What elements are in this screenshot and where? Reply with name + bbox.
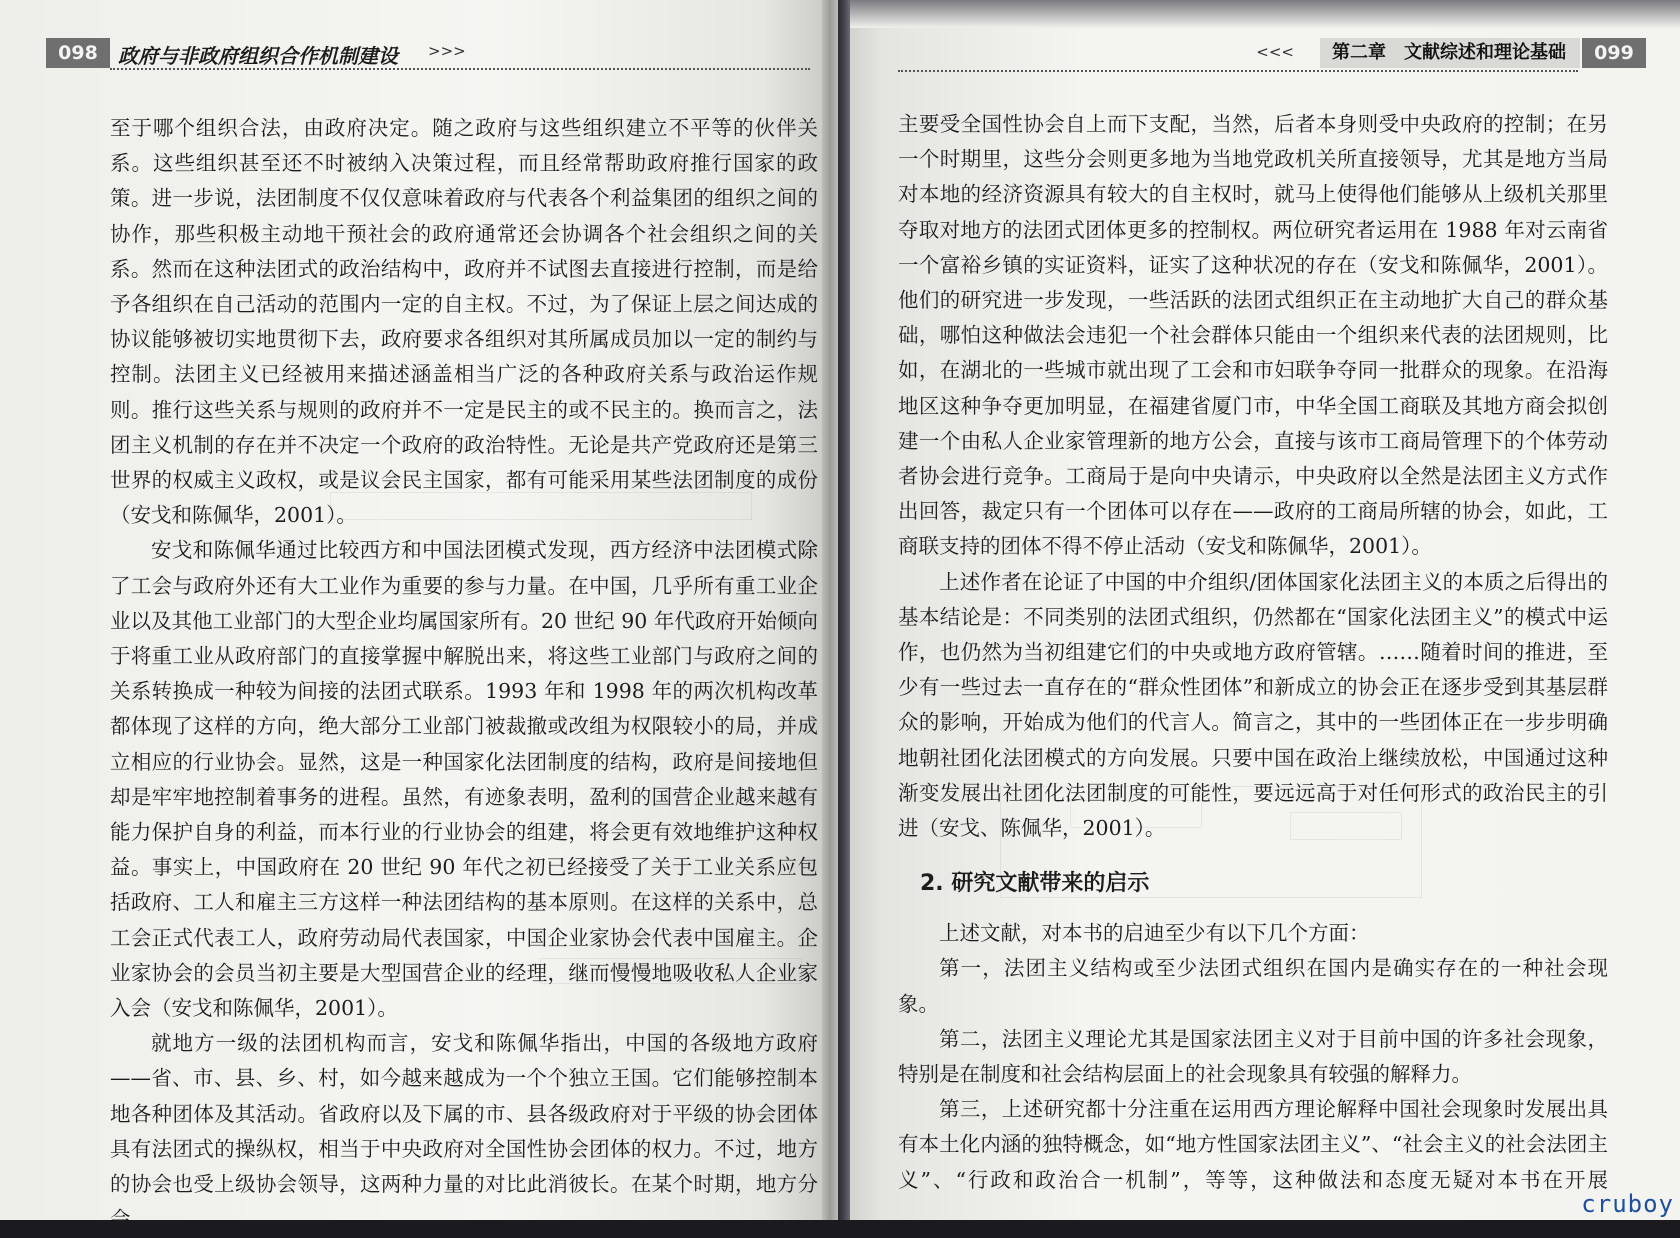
header-marker-right-arrows: >>> bbox=[428, 42, 466, 60]
header-marker-left-arrows: <<< bbox=[1256, 43, 1294, 61]
header-dotted-rule bbox=[898, 70, 1578, 72]
book-gutter bbox=[822, 0, 838, 1220]
scan-shadow-top bbox=[830, 0, 1680, 28]
right-paragraph-2: 上述作者在论证了中国的中介组织/团体国家化法团主义的本质之后得出的基本结论是：不同类别的法团式组织，仍然都在“国家化法团主义”的模式中运作，也仍然为当初组建它们的中央或地方政府管辖。……随着时间的推进，至少有一些过去一直存在的“群众性团体”和新成立的协会正在逐步受到其基层群众的影响，开始成为他们的代言人。简言之，其中的一些团体正在一步步明确地朝社团化法团模式的方向发展。只要中国在政治上继续放松，中国通过这种渐变发展出社团化法团制度的可能性，要远远高于对任何形式的政治民主的引进（安戈、陈佩华，2001）。 bbox=[898, 569, 1608, 841]
left-paragraph-1: 至于哪个组织合法，由政府决定。随之政府与这些组织建立不平等的伙伴关系。这些组织甚至还不时被纳入决策过程，而且经常帮助政府推行国家的政策。进一步说，法团制度不仅仅意味着政府与代表各个利益集团的组织之间的协作，那些积极主动地干预社会的政府通常还会协调各个社会组织之间的关系。然而在这种法团式的政治结构中，政府并不试图去直接进行控制，而是给予各组织在自己活动的范围内一定的自主权。不过，为了保证上层之间达成的协议能够被切实地贯彻下去，政府要求各组织对其所属成员加以一定的制约与控制。法团主义已经被用来描述涵盖相当广泛的各种政府关系与政治运作规则。推行这些关系与规则的政府并不一定是民主的或不民主的。换而言之，法团主义机制的存在并不决定一个政府的政治特性。无论是共产党政府还是第三世界的权威主义政权，或是议会民主国家，都有可能采用某些法团制度的成份（安戈和陈佩华，2001）。 bbox=[110, 116, 818, 528]
chapter-title: 第二章 文献综述和理论基础 bbox=[1320, 38, 1580, 68]
left-paragraph-2: 安戈和陈佩华通过比较西方和中国法团模式发现，西方经济中法团模式除了工会与政府外还有大工业作为重要的参与力量。在中国，几乎所有重工业企业以及其他工业部门的大型企业均属国家所有。20 世纪 90 年代政府开始倾向于将重工业从政府部门的直接掌握中解脱出来，将这些工业部门与政府之间的关系转换成一种较为间接的法团式联系。1993 年和 1998 年的两次机构改革都体现了这样的方向，绝大部分工业部门被裁撤或改组为权限较小的局，并成立相应的行业协会。显然，这是一种国家化法团制度的结构，政府是间接地但却是牢牢地控制着事务的进程。虽然，有迹象表明，盈利的国营企业越来越有能力保护自身的利益，而本行业的行业协会的组建，将会更有效地维护这种权益。事实上，中国政府在 20 世纪 90 年代之初已经接受了关于工业关系应包括政府、工人和雇主三方这样一种法团结构的基本原则。在这样的关系中，总工会正式代表工人，政府劳动局代表国家，中国企业家协会代表中国雇主。企业家协会的会员当初主要是大型国营企业的经理，继而慢慢地吸收私人企业家入会（安戈和陈佩华，2001）。 bbox=[110, 538, 818, 1021]
watermark-text: cruboy bbox=[1581, 1190, 1674, 1218]
right-paragraph-4: 第一，法团主义结构或至少法团式组织在国内是确实存在的一种社会现象。 bbox=[898, 956, 1608, 1016]
right-page-header bbox=[886, 38, 1646, 72]
left-body-text bbox=[110, 111, 818, 1238]
left-page bbox=[0, 0, 830, 1232]
scan-edge bbox=[838, 0, 850, 1220]
right-page-number: 099 bbox=[1582, 38, 1646, 68]
right-paragraph-5: 第二，法团主义理论尤其是国家法团主义对于目前中国的许多社会现象，特别是在制度和社会结构层面上的社会现象具有较强的解释力。 bbox=[898, 1026, 1608, 1087]
left-page-number: 098 bbox=[46, 38, 110, 68]
book-title: 政府与非政府组织合作机制建设 bbox=[118, 44, 398, 68]
right-paragraph-3: 上述文献，对本书的启迪至少有以下几个方面： bbox=[939, 921, 1370, 946]
left-paragraph-3: 就地方一级的法团机构而言，安戈和陈佩华指出，中国的各级地方政府——省、市、县、乡、村，如今越来越成为一个个独立王国。它们能够控制本地各种团体及其活动。省政府以及下属的市、县各级政府对于平级的协会团体具有法团式的操纵权，相当于中央政府对全国性协会团体的权力。不过，地方的协会也受上级协会领导，这两种力量的对比此消彼长。在某个时期，地方分会 bbox=[110, 1031, 818, 1232]
left-page-header bbox=[46, 38, 806, 72]
right-paragraph-6: 第三，上述研究都十分注重在运用西方理论解释中国社会现象时发展出具有本土化内涵的独特概念，如“地方性国家法团主义”、“社会主义的社会法团主义”、“行政和政治合一机制”，等等，这种做法和态度无疑对本书在开展 bbox=[898, 1097, 1608, 1192]
section-heading: 2. 研究文献带来的启示 bbox=[920, 871, 1150, 897]
right-body-text bbox=[898, 107, 1608, 1198]
right-paragraph-1: 主要受全国性协会自上而下支配，当然，后者本身则受中央政府的控制；在另一个时期里，这些分会则更多地为当地党政机关所直接领导，尤其是地方当局对本地的经济资源具有较大的自主权时，就马上使得他们能够从上级机关那里夺取对地方的法团式团体更多的控制权。两位研究者运用在 1988 年对云南省一个富裕乡镇的实证资料，证实了这种状况的存在（安戈和陈佩华，2001）。他们的研究进一步发现，一些活跃的法团式组织正在主动地扩大自己的群众基础，哪怕这种做法会违犯一个社会群体只能由一个组织来代表的法团规则，比如，在湖北的一些城市就出现了工会和市妇联争夺同一批群众的现象。在沿海地区这种争夺更加明显，在福建省厦门市，中华全国工商联及其地方商会拟创建一个由私人企业家管理新的地方公会，直接与该市工商局管理下的个体劳动者协会进行竞争。工商局于是向中央请示，中央政府以全然是法团主义方式作出回答，裁定只有一个团体可以存在——政府的工商局所辖的协会，如此，工商联支持的团体不得不停止活动（安戈和陈佩华，2001）。 bbox=[898, 112, 1608, 559]
header-dotted-rule bbox=[110, 68, 810, 70]
